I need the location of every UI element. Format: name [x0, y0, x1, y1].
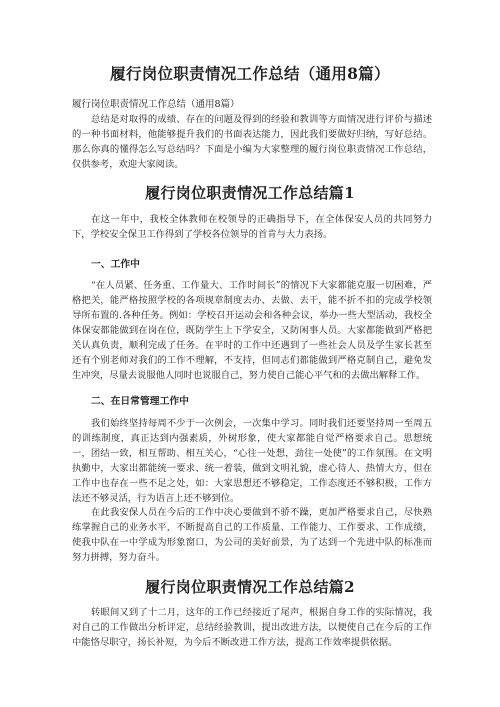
section-1-subheading-2: 二、在日常管理工作中 — [91, 396, 189, 407]
document-title: 履行岗位职责情况工作总结（通用8篇） — [110, 64, 390, 83]
section-2-paragraph-1: 转眼间又到了十二月，这年的工作已经接近了尾声，根据自身工作的实际情况，我对自己的工作做出分析评定，总结经验教训，提出改进方法，以便使自己在今后的工作中能恪尽职守，扬长补短，为今后不断改进工作方法，提高工作效率提供依据。 — [72, 607, 432, 648]
section-1-heading: 履行岗位职责情况工作总结篇1 — [145, 184, 355, 202]
section-2-heading: 履行岗位职责情况工作总结篇2 — [145, 578, 355, 596]
section-1-paragraph-3: 我们始终坚持每周不少于一次例会，一次集中学习。同时我们还要坚持周一至周五的训练制度，真正达到内强素质，外树形象，使大家都能自觉严格要求自己。思想统一，团结一致，相互帮助、相互关心，“心往一处想，劲往一处使”的工作氛围。在文明执勤中，大家出都能统一要求、统一着装，做到文明礼貌，虚心待人、热情大方，但在工作中也存在一些不足之处，如：大家思想还不够稳定，工作态度还不够积极，工作方法还不够灵活，行为语言上还不够到位。 — [72, 418, 432, 504]
section-1-paragraph-2: “在人员紧、任务重、工作量大、工作时间长”的情况下大家都能克服一切困难，严格把关，能严格按照学校的各项规章制度去办、去做、去干，能不折不扣的完成学校领导所布置的.各种任务。例如：学校召开运动会和各种会议，举办一些大型活动，我校全体保安都能做到在岗在位，既防学生上下学安全，又防闲事人员。大家都能做到严格把关认真负责，顺利完成了任务。在平时的工作中还遇到了一些社会人员及学生家长甚至还有个别老师对我们的工作不理解，不支持，但同志们都能做到严格克制自己，避免发生冲突，尽量去说服他人同时也说服自己，努力使自己能心平气和的去做出解释工作。 — [72, 280, 432, 381]
section-1-paragraph-1: 在这一年中，我校全体教师在校领导的正确指导下，在全体保安人员的共同努力下，学校安全保卫工作得到了学校各位领导的首肯与大力表扬。 — [72, 214, 432, 240]
intro-paragraph: 总结是对取得的成绩、存在的问题及得到的经验和教训等方面情况进行评价与描述的一种书面材料，他能够提升我们的书面表达能力，因此我们要做好归纳，写好总结。那么你真的懂得怎么写总结吗？下面是小编为大家整理的履行岗位职责情况工作总结，仅供参考，欢迎大家阅读。 — [72, 114, 432, 170]
section-1-subheading-1: 一、工作中 — [91, 259, 140, 270]
section-1-paragraph-4: 在此我安保人员在今后的工作中决心要做到不骄不躁，更加严格要求自己，尽快熟练掌握自己的业务水平，不断提高自己的工作质量、工作能力、工作要求、工作成绩，使我中队在一中学成为形象窗口，为公司的美好前景，为了达到一个先进中队的标准而努力拼搏，努力奋斗。 — [72, 507, 432, 563]
document-subtitle: 履行岗位职责情况工作总结（通用8篇） — [72, 99, 240, 110]
